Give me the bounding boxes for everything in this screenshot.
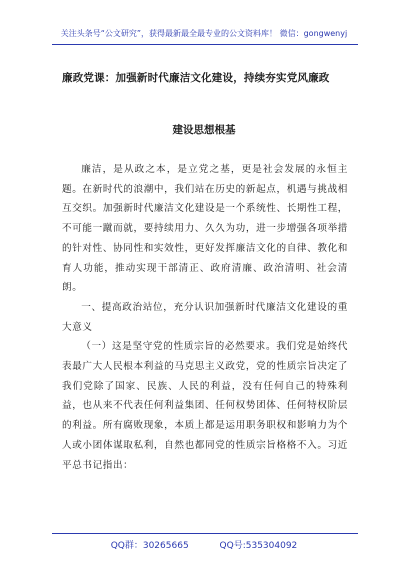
document-title-line-2: 建设思想根基 xyxy=(172,124,236,136)
header-divider xyxy=(52,44,358,45)
footer-qq-number: QQ号:535304092 xyxy=(219,541,298,551)
footer xyxy=(0,538,408,551)
header-note: 关注头条号“公文研究”，获得最新最全最专业的公文资料库！ 微信：gongwenyj xyxy=(60,29,348,38)
paragraph-point-one: （一）这是坚守党的性质宗旨的必然要求。我们党是始终代表最广大人民根本利益的马克思主义政党，党的性质宗旨决定了我们党除了国家、民族、人民的利益，没有任何自己的特殊利益，也从来不代表任何利益集团、任何权势团体、任何特权阶层的利益。所有腐败现象，本质上都是运用职务职权和影响力为个人或小团体谋取私利，自然也都同党的性质宗旨格格不入。习近平总书记指出： xyxy=(62,341,348,471)
footer-qq-group: QQ群：30265665 xyxy=(110,541,189,551)
paragraph-intro: 廉洁，是从政之本，是立党之基，更是社会发展的永恒主题。在新时代的浪潮中，我们站在历史的新起点，机遇与挑战相互交织。加强新时代廉洁文化建设是一个系统性、长期性工程，不可能一蹴而就，要持续用力、久久为功，进一步增强各项举措的针对性、协同性和实效性，更好发挥廉洁文化的自律、教化和育人功能，推动实现干部清正、政府清廉、政治清明、社会清朗。 xyxy=(62,164,348,294)
document-title-line-1: 廉政党课：加强新时代廉洁文化建设，持续夯实党风廉政 xyxy=(62,72,330,84)
paragraph-section-heading: 一、提高政治站位，充分认识加强新时代廉洁文化建设的重大意义 xyxy=(62,301,348,333)
document-body xyxy=(62,160,348,475)
footer-divider xyxy=(52,533,358,534)
